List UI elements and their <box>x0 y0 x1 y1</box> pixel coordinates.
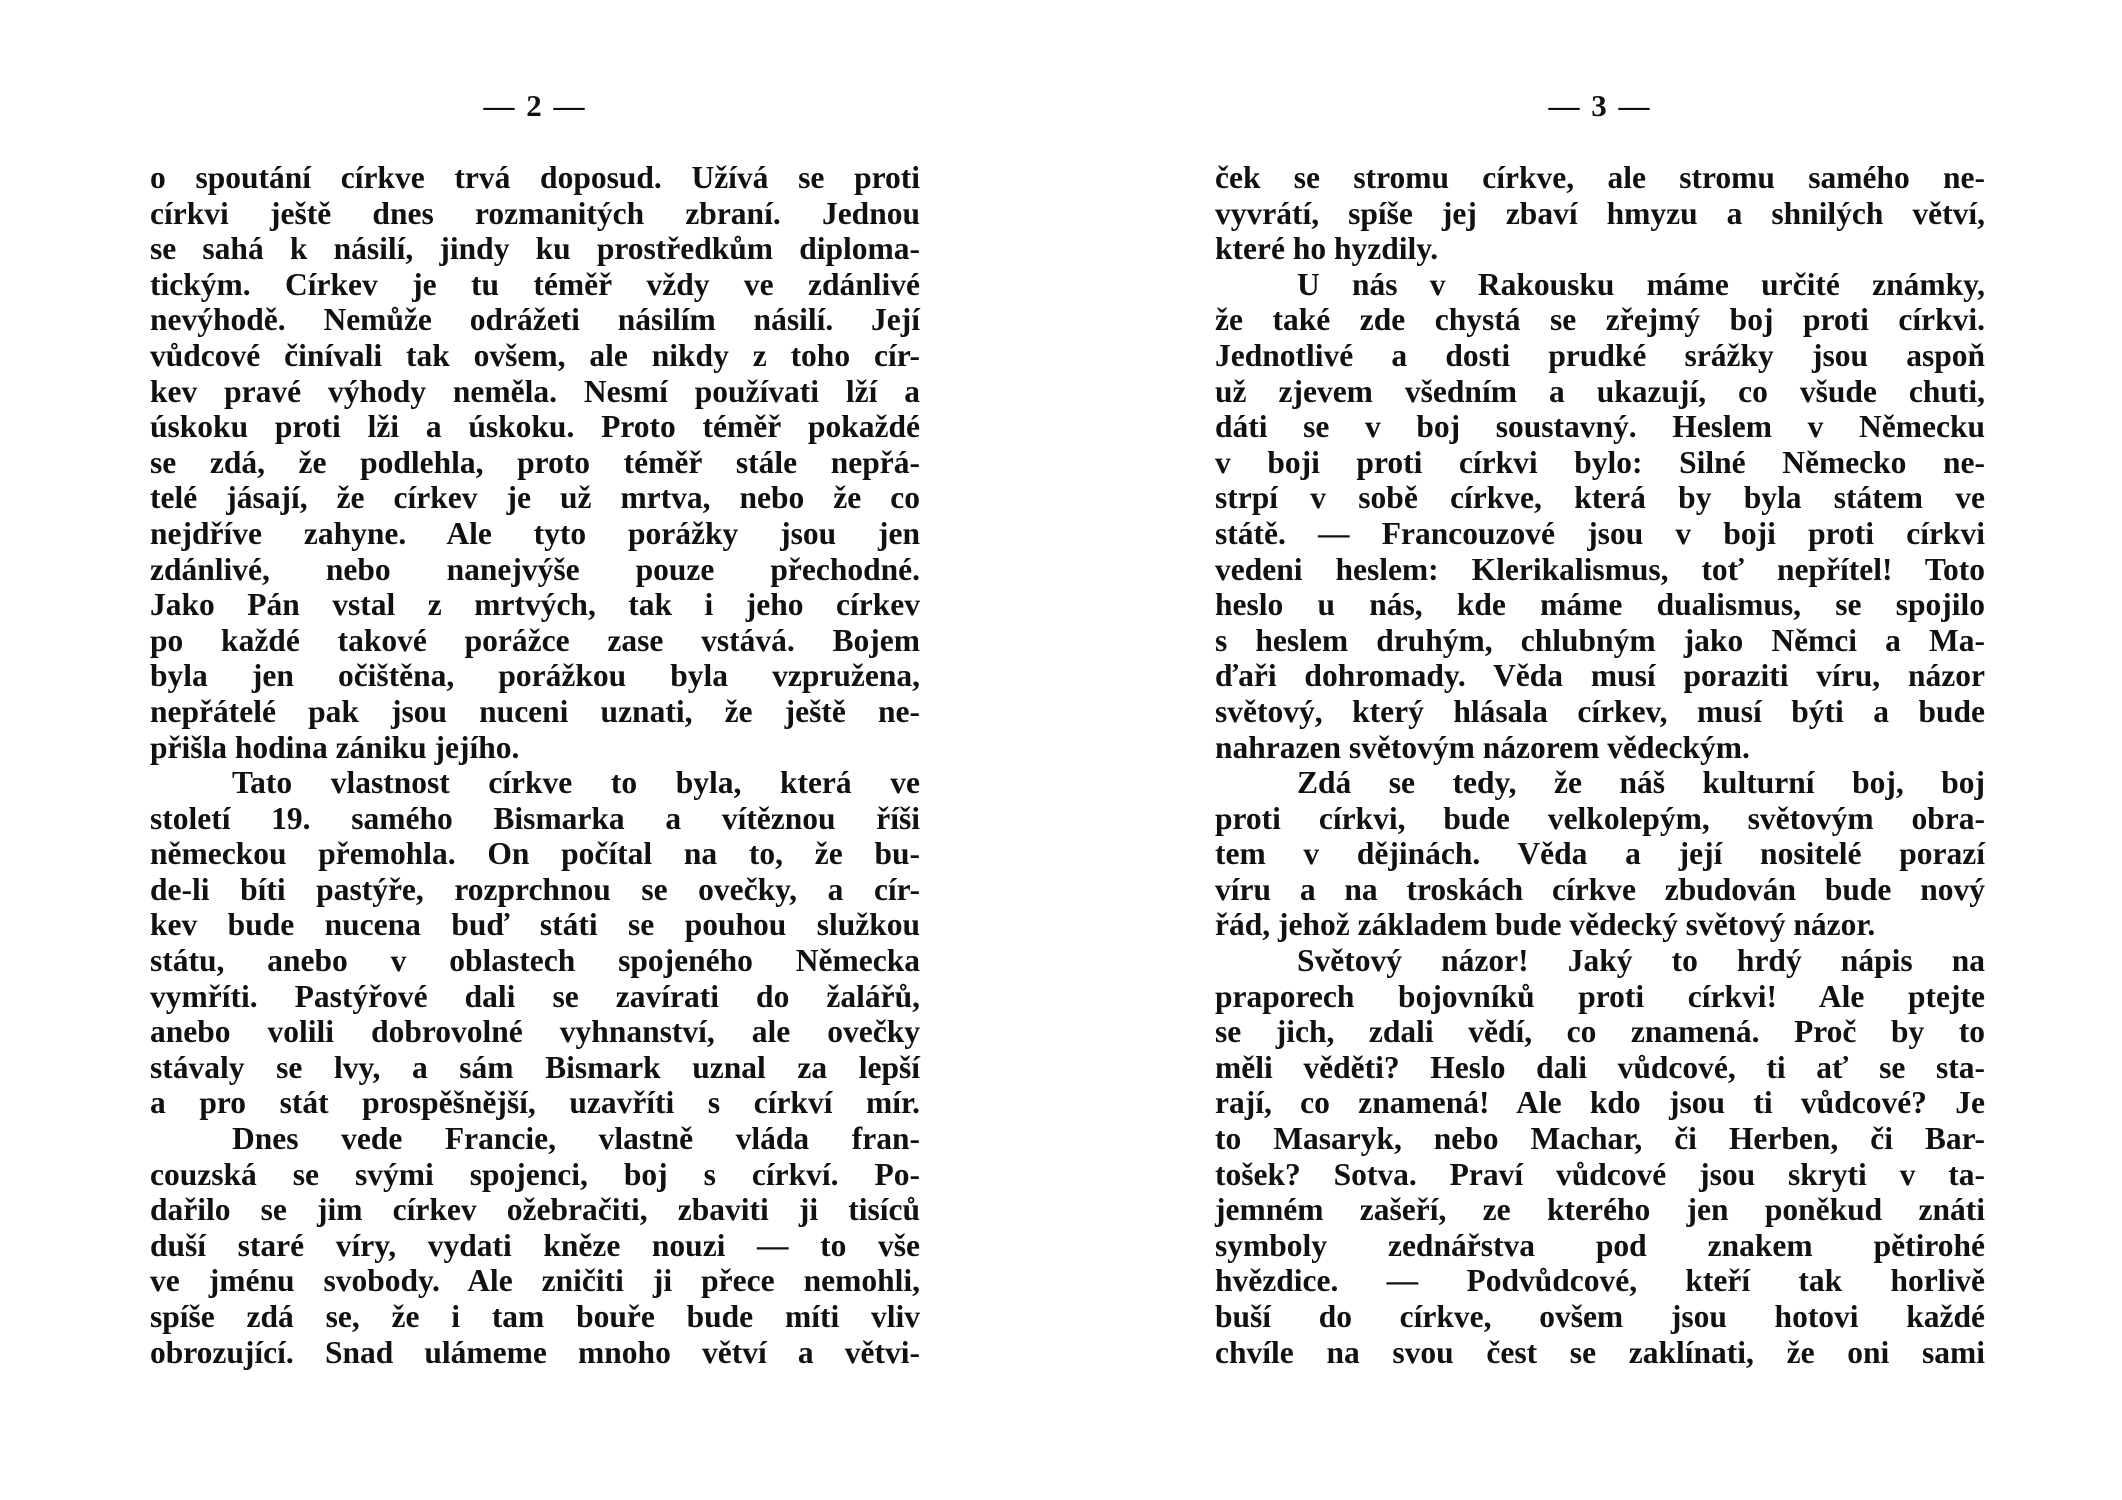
text-line: Zdá se tedy, že náš kulturní boj, boj <box>1297 765 1985 801</box>
text-line: jemném zašeří, ze kterého jen poněkud znáti <box>1215 1192 1985 1228</box>
page-text <box>150 160 920 1370</box>
text-line: Dnes vede Francie, vlastně vláda fran- <box>232 1121 920 1157</box>
text-line: církvi ještě dnes rozmanitých zbraní. Jednou <box>150 195 920 231</box>
text-line: se jich, zdali vědí, co znamená. Proč by to <box>1215 1014 1985 1050</box>
text-line: měli věděti? Heslo dali vůdcové, ti ať se sta- <box>1215 1049 1985 1085</box>
text-line: stávaly se lvy, a sám Bismark uznal za lepší <box>150 1049 920 1085</box>
text-line: se sahá k násilí, jindy ku prostředkům diploma- <box>150 231 920 267</box>
text-line: dařilo se jim církev ožebračiti, zbaviti ji tisíců <box>150 1192 920 1228</box>
text-line: které ho hyzdily. <box>1215 231 1439 267</box>
text-line: vedeni heslem: Klerikalismus, toť nepřítel! Toto <box>1215 551 1985 587</box>
text-line: U nás v Rakousku máme určité známky, <box>1297 266 1985 302</box>
text-line: vymříti. Pastýřové dali se zavírati do žalářů, <box>150 978 920 1014</box>
text-line: nepřátelé pak jsou nuceni uznati, že ještě ne- <box>150 693 920 729</box>
text-line: Jednotlivé a dosti prudké srážky jsou aspoň <box>1215 337 1985 373</box>
text-line: ve jménu svobody. Ale zničiti ji přece nemohli, <box>150 1263 920 1299</box>
text-line: v boji proti církvi bylo: Silné Německo ne- <box>1215 444 1985 480</box>
text-line: proti církvi, bude velkolepým, světovým obra- <box>1215 800 1985 836</box>
text-line: přišla hodina zániku jejího. <box>150 729 520 765</box>
text-line: praporech bojovníků proti církvi! Ale ptejte <box>1215 978 1985 1014</box>
page-number: — 3 — <box>1548 88 1652 123</box>
text-line: de-li bíti pastýře, rozprchnou se ovečky, a cír- <box>150 871 920 907</box>
text-line: státu, anebo v oblastech spojeného Německa <box>150 943 920 979</box>
text-line: století 19. samého Bismarka a vítěznou říši <box>150 800 920 836</box>
text-line: zdánlivé, nebo nanejvýše pouze přechodné. <box>150 551 920 587</box>
page-text <box>1215 160 1985 1370</box>
text-line: nevýhodě. Nemůže odrážeti násilím násilí. Její <box>150 302 920 338</box>
text-line: že také zde chystá se zřejmý boj proti církvi. <box>1215 302 1985 338</box>
text-line: kev bude nucena buď státi se pouhou služkou <box>150 907 920 943</box>
text-line: chvíle na svou čest se zaklínati, že oni sami <box>1215 1334 1985 1370</box>
text-line: spíše zdá se, že i tam bouře bude míti vliv <box>150 1299 920 1334</box>
left-page <box>150 0 920 1500</box>
text-line: německou přemohla. On počítal na to, že bu- <box>150 836 920 872</box>
text-line: o spoutání církve trvá doposud. Užívá se proti <box>150 160 920 195</box>
text-line: anebo volili dobrovolné vyhnanství, ale ovečky <box>150 1014 920 1050</box>
text-line: světový, který hlásala církev, musí býti a bude <box>1215 693 1985 729</box>
text-line: úskoku proti lži a úskoku. Proto téměř pokaždé <box>150 409 920 445</box>
page-number: — 2 — <box>483 88 587 123</box>
text-line: Jako Pán vstal z mrtvých, tak i jeho církev <box>150 587 920 623</box>
right-page <box>1215 0 1985 1500</box>
text-line: rají, co znamená! Ale kdo jsou ti vůdcové? Je <box>1215 1085 1985 1121</box>
text-line: kev pravé výhody neměla. Nesmí používati lží a <box>150 373 920 409</box>
text-line: strpí v sobě církve, která by byla státem ve <box>1215 480 1985 516</box>
text-line: ďaři dohromady. Věda musí poraziti víru, názor <box>1215 658 1985 694</box>
text-line: telé jásají, že církev je už mrtva, nebo že co <box>150 480 920 516</box>
text-line: vyvrátí, spíše jej zbaví hmyzu a shnilých větví, <box>1215 195 1985 231</box>
text-line: se zdá, že podlehla, proto téměř stále nepřá- <box>150 444 920 480</box>
text-line: po každé takové porážce zase vstává. Bojem <box>150 622 920 658</box>
text-line: buší do církve, ovšem jsou hotovi každé <box>1215 1299 1985 1334</box>
text-line: Tato vlastnost církve to byla, která ve <box>232 765 920 801</box>
text-line: duší staré víry, vydati kněze nouzi — to vše <box>150 1227 920 1263</box>
text-line: dáti se v boj soustavný. Heslem v Německu <box>1215 409 1985 445</box>
text-line: symboly zednářstva pod znakem pětirohé <box>1215 1227 1985 1263</box>
text-line: státě. — Francouzové jsou v boji proti církvi <box>1215 515 1985 551</box>
text-line: nejdříve zahyne. Ale tyto porážky jsou jen <box>150 515 920 551</box>
text-line: řád, jehož základem bude vědecký světový názor. <box>1215 907 1876 943</box>
text-line: ček se stromu církve, ale stromu samého ne- <box>1215 160 1985 195</box>
text-line: tickým. Církev je tu téměř vždy ve zdánlivé <box>150 266 920 302</box>
text-line: byla jen očištěna, porážkou byla vzpružena, <box>150 658 920 694</box>
text-line: s heslem druhým, chlubným jako Němci a Ma- <box>1215 622 1985 658</box>
text-line: Světový názor! Jaký to hrdý nápis na <box>1297 943 1985 979</box>
text-line: to Masaryk, nebo Machar, či Herben, či Bar- <box>1215 1121 1985 1157</box>
text-line: tošek? Sotva. Praví vůdcové jsou skryti v ta- <box>1215 1156 1985 1192</box>
text-line: už zjevem všedním a ukazují, co všude chuti, <box>1215 373 1985 409</box>
text-line: nahrazen světovým názorem vědeckým. <box>1215 729 1750 765</box>
text-line: hvězdice. — Podvůdcové, kteří tak horlivě <box>1215 1263 1985 1299</box>
text-line: couzská se svými spojenci, boj s církví. Po- <box>150 1156 920 1192</box>
text-line: tem v dějinách. Věda a její nositelé porazí <box>1215 836 1985 872</box>
text-line: vůdcové činívali tak ovšem, ale nikdy z toho cír- <box>150 337 920 373</box>
text-line: obrozující. Snad ulámeme mnoho větví a větvi- <box>150 1334 920 1370</box>
text-line: víru a na troskách církve zbudován bude nový <box>1215 871 1985 907</box>
text-line: a pro stát prospěšnější, uzavříti s církví mír. <box>150 1085 920 1121</box>
text-line: heslo u nás, kde máme dualismus, se spojilo <box>1215 587 1985 623</box>
